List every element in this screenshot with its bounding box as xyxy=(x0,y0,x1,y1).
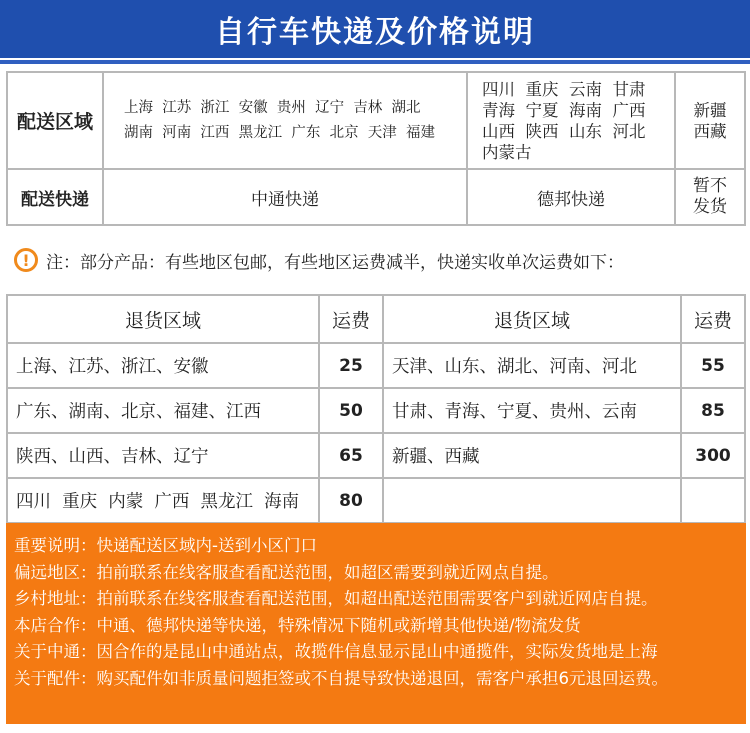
courier-label: 配送快递 xyxy=(7,169,103,225)
courier-row xyxy=(7,169,745,225)
table-row xyxy=(7,433,745,478)
region-b-line: 青海 宁夏 海南 广西 xyxy=(482,100,646,120)
region-b-line: 山西 陕西 山东 河北 xyxy=(482,121,646,141)
exclamation-circle-icon: ! xyxy=(14,248,38,272)
important-notes-box xyxy=(6,523,746,724)
header-fee: 运费 xyxy=(681,295,745,343)
region-b-line: 内蒙古 xyxy=(482,142,532,162)
return-fee: 55 xyxy=(681,343,745,388)
courier-deppon: 德邦快递 xyxy=(467,169,675,225)
table-row xyxy=(7,478,745,523)
return-fee: 80 xyxy=(319,478,383,523)
courier-c-line: 暂不 xyxy=(693,176,727,196)
delivery-area-table xyxy=(6,71,746,226)
return-fee: 65 xyxy=(319,433,383,478)
shipping-note xyxy=(14,245,624,275)
return-region: 新疆、西藏 xyxy=(383,433,681,478)
return-table-header xyxy=(7,295,745,343)
courier-not-available xyxy=(675,169,745,225)
region-c-line: 西藏 xyxy=(693,121,727,141)
banner-underline xyxy=(0,60,750,64)
region-b-line: 四川 重庆 云南 甘肃 xyxy=(482,79,646,99)
header-return-region: 退货区域 xyxy=(383,295,681,343)
header-return-region: 退货区域 xyxy=(7,295,319,343)
return-region: 上海、江苏、浙江、安徽 xyxy=(7,343,319,388)
note-line: 乡村地址：拍前联系在线客服查看配送范围，如超出配送范围需要客户到就近网店自提。 xyxy=(14,589,658,609)
region-c-line: 新疆 xyxy=(693,100,727,120)
return-region: 甘肃、青海、宁夏、贵州、云南 xyxy=(383,388,681,433)
shipping-note-text: 注：部分产品：有些地区包邮，有些地区运费减半，快递实收单次运费如下： xyxy=(46,252,624,273)
table-row xyxy=(7,388,745,433)
region-group-b xyxy=(467,72,675,169)
return-fee: 50 xyxy=(319,388,383,433)
region-group-c xyxy=(675,72,745,169)
return-region: 天津、山东、湖北、河南、河北 xyxy=(383,343,681,388)
note-line: 关于中通：因合作的是昆山中通站点，故揽件信息显示昆山中通揽件，实际发货地是上海 xyxy=(14,642,658,662)
return-fee-table xyxy=(6,294,746,524)
delivery-area-row xyxy=(7,72,745,169)
note-line: 重要说明：快递配送区域内-送到小区门口 xyxy=(14,536,317,555)
return-region: 四川 重庆 内蒙 广西 黑龙江 海南 xyxy=(7,478,319,523)
return-region xyxy=(383,478,681,523)
note-line: 关于配件：购买配件如非质量问题拒签或不自提导致快递退回，需客户承担6元退回运费。 xyxy=(14,668,668,688)
page-title: 自行车快递及价格说明 xyxy=(215,15,535,50)
return-fee: 25 xyxy=(319,343,383,388)
return-region: 广东、湖南、北京、福建、江西 xyxy=(7,388,319,433)
return-fee: 85 xyxy=(681,388,745,433)
delivery-area-label: 配送区域 xyxy=(7,72,103,169)
return-fee xyxy=(681,478,745,523)
table-row xyxy=(7,343,745,388)
note-line: 偏远地区：拍前联系在线客服查看配送范围，如超区需要到就近网点自提。 xyxy=(14,562,559,582)
return-fee: 300 xyxy=(681,433,745,478)
page-title-banner xyxy=(0,0,750,58)
note-line: 本店合作：中通、德邦快递等快递，特殊情况下随机或新增其他快递/物流发货 xyxy=(14,615,581,635)
return-region: 陕西、山西、吉林、辽宁 xyxy=(7,433,319,478)
region-a-line: 上海 江苏 浙江 安徽 贵州 辽宁 吉林 湖北 xyxy=(124,99,421,116)
region-a-line: 湖南 河南 江西 黑龙江 广东 北京 天津 福建 xyxy=(124,124,436,141)
courier-c-line: 发货 xyxy=(693,197,727,217)
header-fee: 运费 xyxy=(319,295,383,343)
courier-zto: 中通快递 xyxy=(103,169,467,225)
region-group-a xyxy=(103,72,467,169)
